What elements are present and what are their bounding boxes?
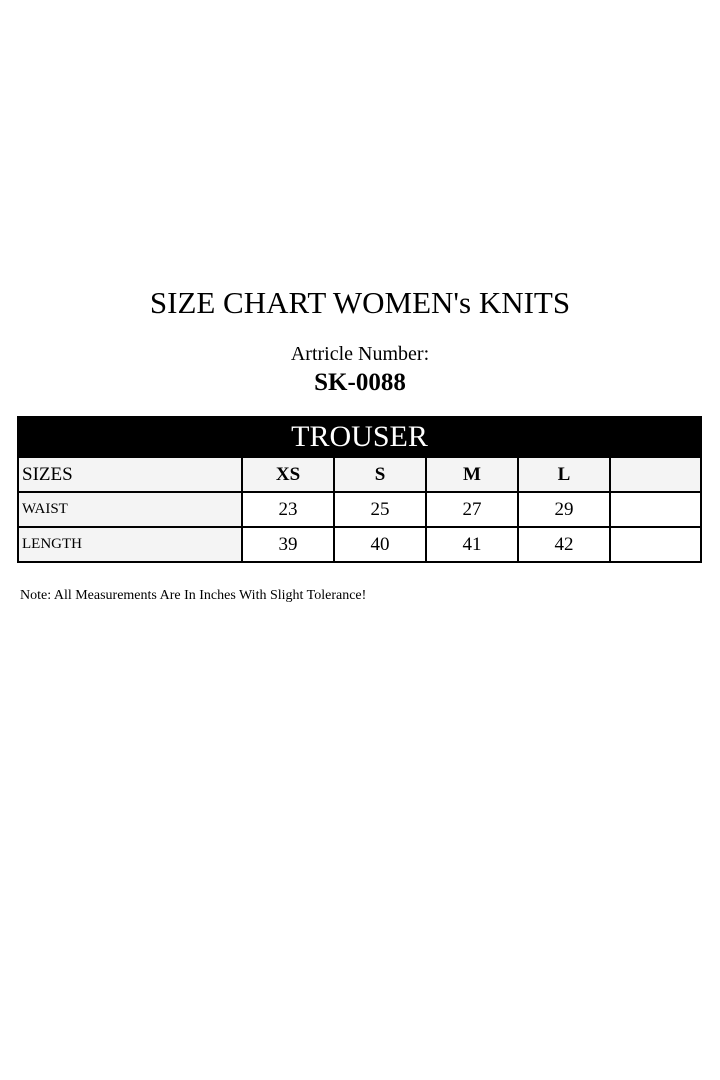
table-cell: 39 xyxy=(242,527,334,561)
table-cell: 23 xyxy=(242,492,334,527)
article-number-value: SK-0088 xyxy=(314,369,406,396)
table-row xyxy=(19,492,700,527)
table-cell: 41 xyxy=(426,527,518,561)
table-header-row xyxy=(19,458,700,492)
table-row xyxy=(19,527,700,561)
size-table xyxy=(19,458,700,561)
page-title: SIZE CHART WOMEN's KNITS xyxy=(149,285,571,320)
table-cell: 29 xyxy=(518,492,610,527)
row-label-cell: LENGTH xyxy=(19,527,242,561)
table-cell: 27 xyxy=(426,492,518,527)
size-header-cell: L xyxy=(518,458,610,492)
size-header-cell: M xyxy=(426,458,518,492)
article-number-label: Artricle Number: xyxy=(290,343,430,365)
header-label-cell: SIZES xyxy=(19,458,242,492)
size-header-cell: S xyxy=(334,458,426,492)
table-cell xyxy=(610,527,700,561)
size-chart-table xyxy=(17,416,702,563)
table-cell: 40 xyxy=(334,527,426,561)
table-cell xyxy=(610,492,700,527)
size-header-cell: XS xyxy=(242,458,334,492)
measurement-note: Note: All Measurements Are In Inches With Slight Tolerance! xyxy=(20,588,367,603)
table-cell: 42 xyxy=(518,527,610,561)
size-header-cell xyxy=(610,458,700,492)
table-section-title: TROUSER xyxy=(19,418,700,458)
row-label-cell: WAIST xyxy=(19,492,242,527)
table-cell: 25 xyxy=(334,492,426,527)
